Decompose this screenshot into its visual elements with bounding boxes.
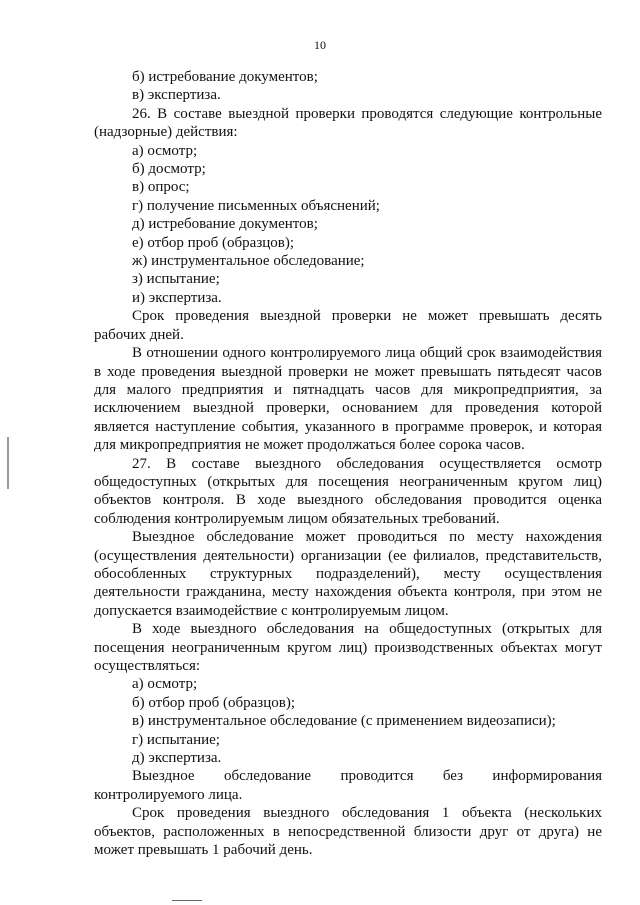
- paragraph: Срок проведения выездного обследования 1 объекта (нескольких объектов, расположенных в непосредственной близости друг от друга) не может превышать 1 рабочий день.: [94, 805, 602, 859]
- paragraph: г) получение письменных объяснений;: [132, 197, 380, 214]
- paragraph: в) инструментальное обследование (с применением видеозаписи);: [132, 713, 556, 730]
- paragraph: в) опрос;: [132, 179, 190, 196]
- paragraph: д) экспертиза.: [132, 750, 222, 767]
- paragraph: б) досмотр;: [132, 161, 206, 178]
- paragraph: В отношении одного контролируемого лица общий срок взаимодействия в ходе проведения выездной проверки не может превышать пятьдесят часов для малого предприятия и пятнадцать часов для микропредприятия, за исключением выездной проверки, основанием для проведения которой является наступление события, указанного в программе проверок, и которая для микропредприятия не может продолжаться более сорока часов.: [94, 345, 602, 454]
- paragraph: и) экспертиза.: [132, 289, 222, 306]
- paragraph: б) истребование документов;: [132, 69, 318, 85]
- paragraph: а) осмотр;: [132, 142, 198, 159]
- paragraph: Выездное обследование может проводиться по месту нахождения (осуществления деятельности) организации (ее филиалов, представительств, обособленных структурных подразделений), месту осуществления деятельности гражданина, месту нахождения объекта контроля, при этом не допускается взаимодействие с контролируемым лицом.: [94, 529, 602, 619]
- paragraph: г) испытание;: [132, 731, 220, 748]
- paragraph: Срок проведения выездной проверки не может превышать десять рабочих дней.: [94, 308, 602, 343]
- paragraph: б) отбор проб (образцов);: [132, 694, 296, 711]
- scan-edge-mark: [7, 437, 9, 489]
- paragraph: 27. В составе выездного обследования осуществляется осмотр общедоступных (открытых для посещения неограниченным кругом лиц) объектов контроля. В ходе выездного обследования проводится оценка соблюдения контролируемым лицом обязательных требований.: [94, 455, 602, 527]
- paragraph: з) испытание;: [132, 271, 220, 288]
- paragraph: д) истребование документов;: [132, 216, 318, 233]
- paragraph: е) отбор проб (образцов);: [132, 234, 295, 251]
- scan-bottom-mark: [172, 900, 202, 901]
- paragraph: ж) инструментальное обследование;: [132, 253, 365, 270]
- paragraph: в) экспертиза.: [132, 87, 221, 104]
- paragraph: а) осмотр;: [132, 676, 198, 693]
- page-number: 10: [314, 38, 326, 52]
- paragraph: В ходе выездного обследования на общедоступных (открытых для посещения неограниченным кругом лиц) производственных объектах могут осуществляться:: [94, 621, 602, 674]
- paragraph: 26. В составе выездной проверки проводятся следующие контрольные (надзорные) действия:: [94, 105, 602, 141]
- paragraph: Выездное обследование проводится без информирования контролируемого лица.: [94, 768, 602, 803]
- document-body: [94, 68, 602, 859]
